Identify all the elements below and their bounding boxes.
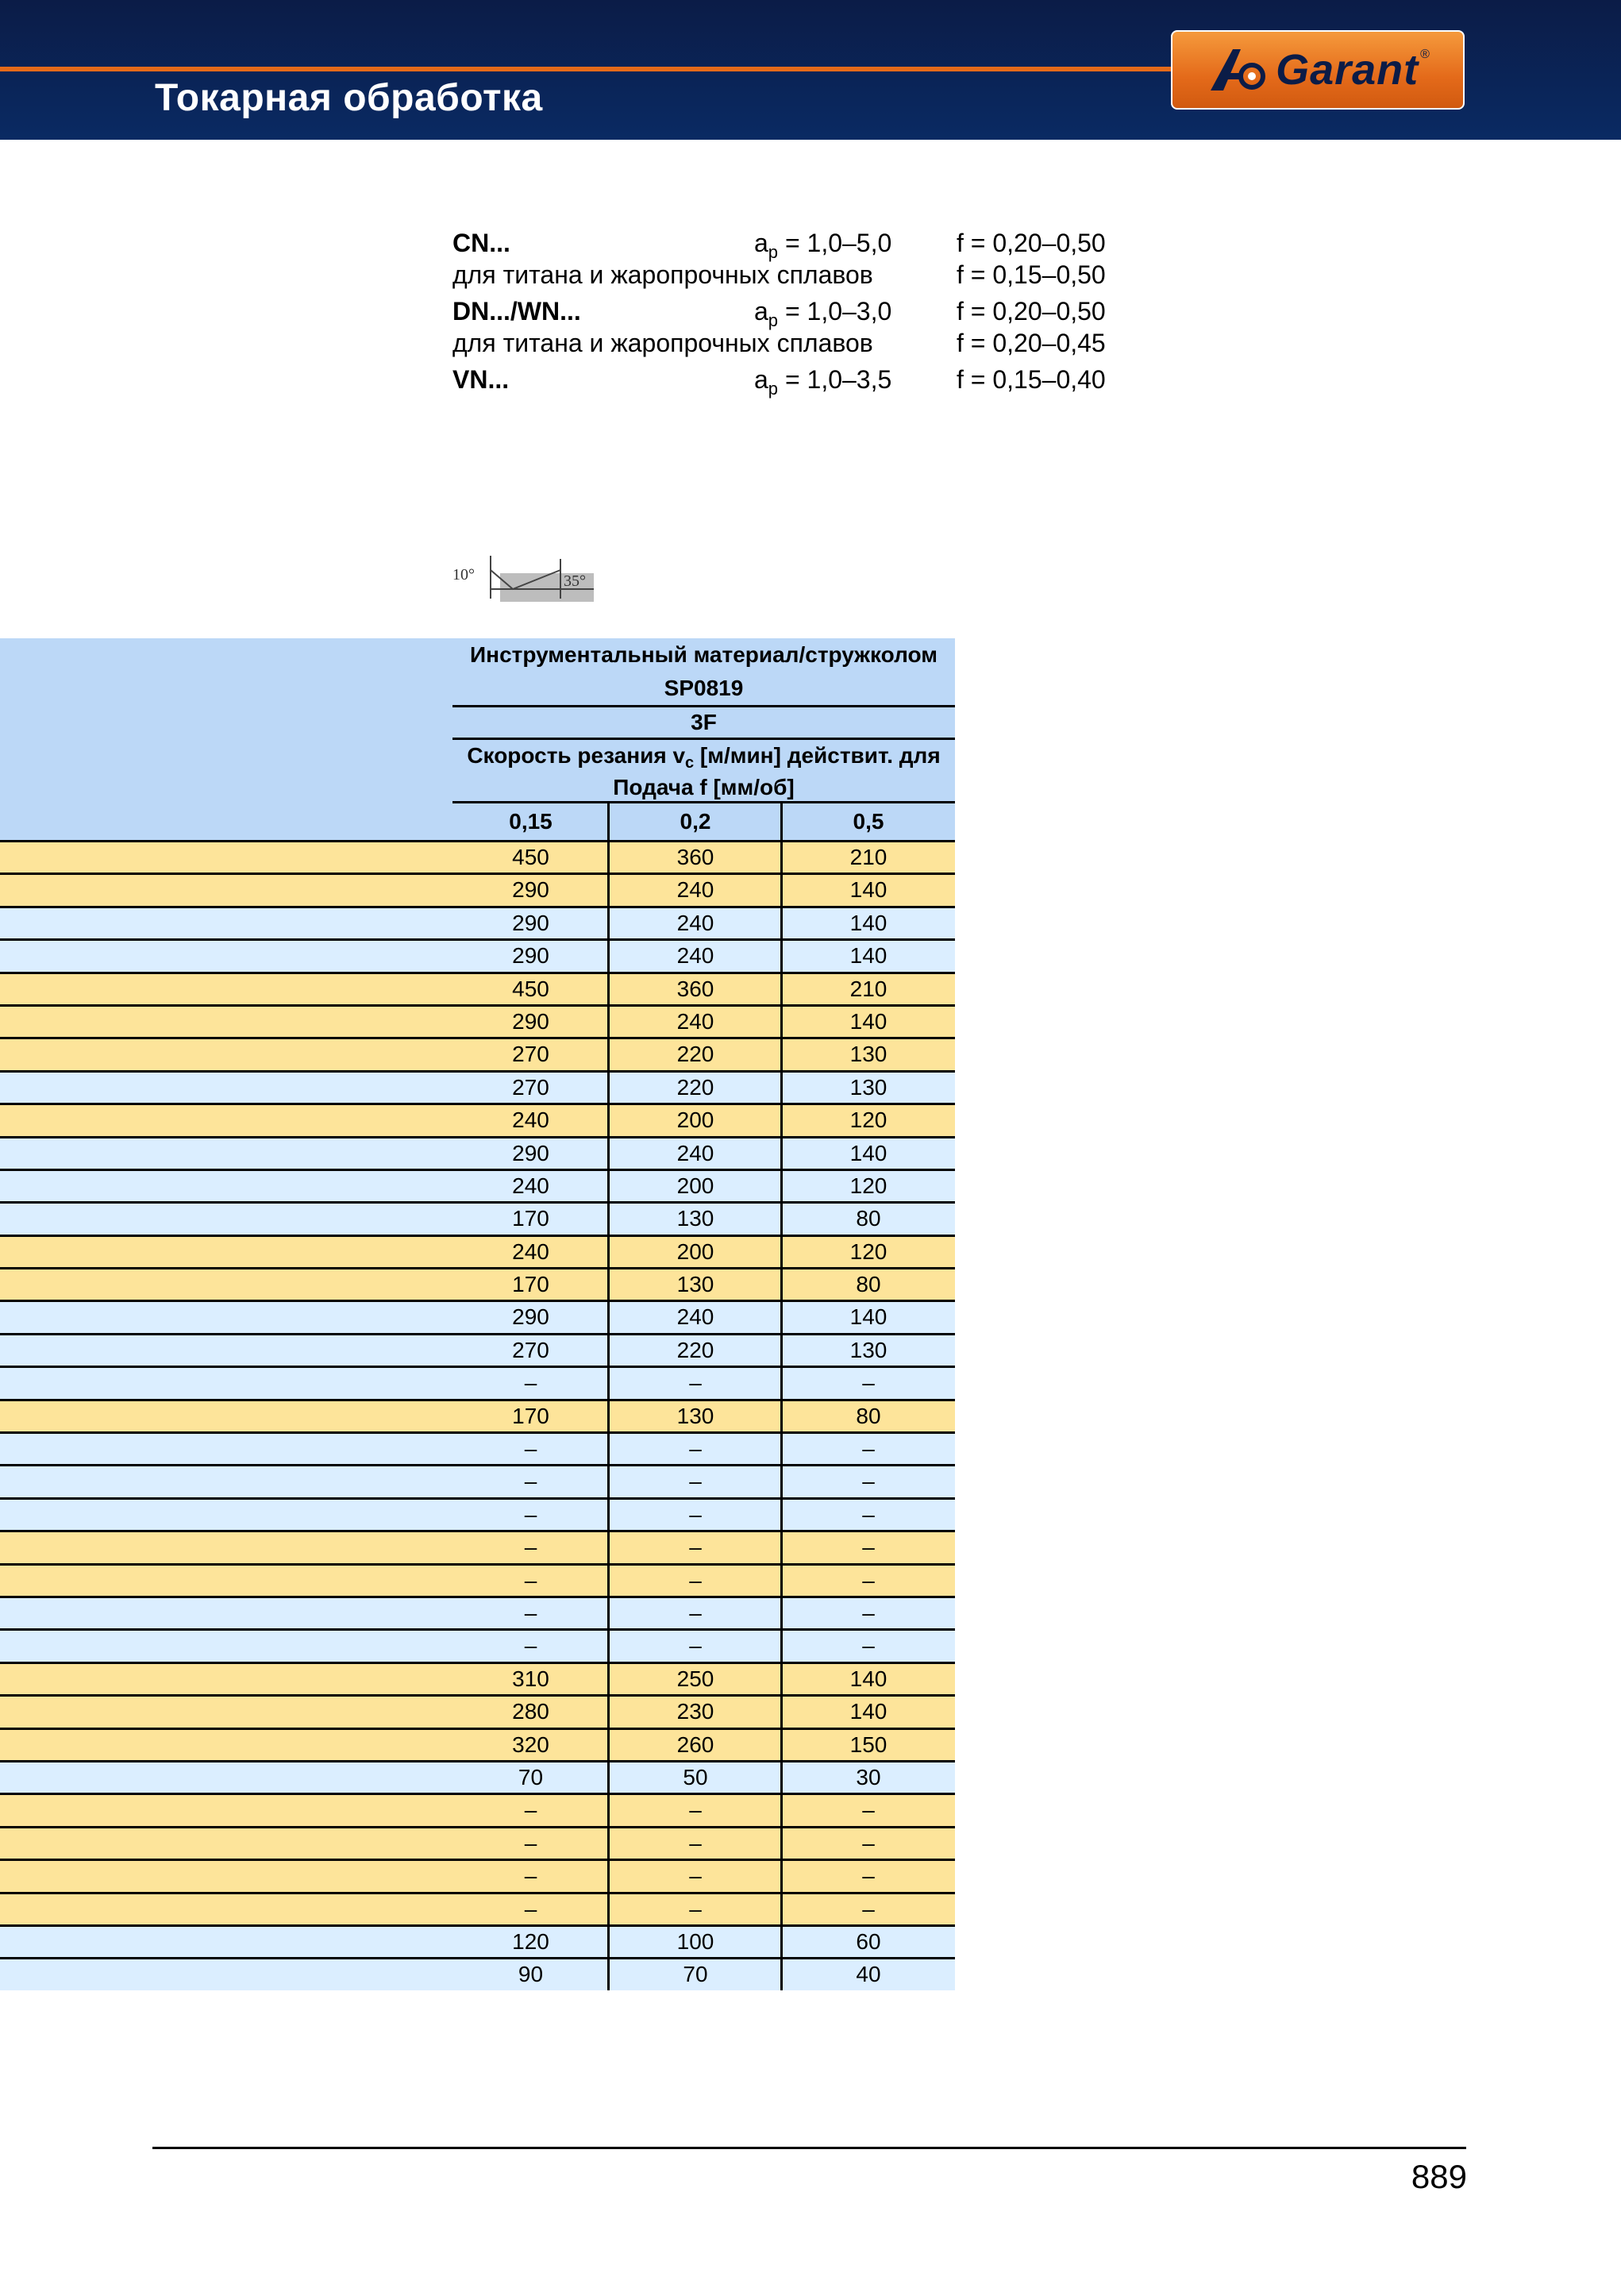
column-divider [780,1762,783,1793]
table-cell: 270 [512,1074,549,1100]
cutting-speed-table [0,638,955,1990]
table-cell: – [862,1797,875,1823]
table-cell: – [862,1863,875,1889]
column-divider [780,1171,783,1201]
table-row [0,1169,955,1201]
column-divider [607,1631,610,1661]
column-divider [780,1697,783,1727]
column-divider [780,1828,783,1859]
table-cell: 270 [512,1337,549,1362]
column-divider [780,1401,783,1431]
column-divider [780,1500,783,1530]
table-cell: – [689,1567,702,1593]
table-cell: 220 [676,1337,714,1362]
table-cell: 40 [856,1962,881,1987]
table-cell: 130 [849,1074,888,1100]
table-cell: 220 [676,1042,714,1067]
column-header: 0,2 [680,809,711,834]
column-divider [607,1861,610,1891]
column-divider [607,1434,610,1464]
column-divider [780,1434,783,1464]
table-cell: – [524,1469,537,1494]
table-cell: 30 [856,1764,881,1789]
table-cell: – [524,1567,537,1593]
table-cell: – [524,1436,537,1462]
table-cell: 140 [849,1666,888,1691]
table-cell: 70 [683,1962,708,1987]
column-divider [607,1302,610,1332]
table-row [0,1070,955,1103]
table-cell: – [524,1863,537,1889]
insert-type: CN... [452,229,510,257]
table-cell: 140 [849,1304,888,1330]
garant-logo-icon [1206,44,1269,95]
feed-range: f = 0,20–0,50 [957,229,1106,257]
chipbreaker-header: 3F [691,710,717,734]
table-cell: 170 [512,1272,549,1297]
param-row [452,229,1167,260]
column-divider [780,1466,783,1497]
column-divider [607,1566,610,1596]
column-divider [607,1039,610,1069]
table-cell: 260 [676,1732,714,1757]
ap-value: = 1,0–5,0 [784,229,892,257]
table-row [0,1892,955,1924]
table-cell: 200 [676,1239,714,1264]
column-divider [780,803,783,840]
table-cell: 170 [512,1206,549,1231]
table-cell: – [862,1633,875,1658]
garant-logo [1171,30,1465,110]
table-cell: – [689,1600,702,1625]
table-row [0,1563,955,1596]
column-divider [607,1730,610,1760]
column-divider [780,842,783,873]
table-row [0,1201,955,1234]
table-cell: – [524,1600,537,1625]
table-cell: – [689,1501,702,1527]
column-divider [607,1105,610,1135]
table-cell: – [524,1896,537,1921]
tool-material-header: Инструментальный материал/стружколом [470,642,938,667]
table-row [0,1136,955,1169]
table-row [0,1103,955,1135]
header-accent-line [0,67,1175,71]
table-cell: 290 [512,877,549,903]
column-divider [780,875,783,905]
table-row [0,1431,955,1464]
column-divider [607,1368,610,1398]
table-cell: 120 [849,1108,888,1133]
table-row [0,1235,955,1267]
table-cell: – [862,1600,875,1625]
table-cell: – [862,1830,875,1855]
table-cell: – [689,1863,702,1889]
column-divider [780,1105,783,1135]
column-divider [780,1138,783,1169]
column-divider [607,1795,610,1825]
table-row [0,1728,955,1760]
table-cell: 220 [676,1074,714,1100]
table-body [0,840,955,1990]
ap-value: = 1,0–3,0 [784,297,892,326]
table-cell: – [862,1469,875,1494]
column-divider [607,1171,610,1201]
table-cell: 150 [849,1732,888,1757]
insert-parameters [452,229,1167,397]
table-cell: 140 [849,1140,888,1165]
table-cell: – [524,1797,537,1823]
table-row [0,1859,955,1891]
speed-label: Скорость резания v [467,743,686,768]
footer-rule [152,2147,1466,2149]
feed-range: f = 0,20–0,50 [957,297,1106,326]
column-divider [607,803,610,840]
page-number: 889 [1411,2158,1467,2195]
depth-of-cut [754,229,891,263]
insert-angle-icon [451,551,597,603]
insert-type: VN... [452,365,510,394]
table-cell: 240 [676,1140,714,1165]
column-divider [780,1664,783,1694]
angle-left-label: 10° [452,566,475,584]
table-cell: 450 [512,845,549,869]
column-divider [780,1073,783,1103]
param-row [452,297,1167,329]
column-divider [607,1532,610,1562]
table-cell: 360 [676,845,714,869]
table-cell: – [862,1501,875,1527]
angle-right-label: 35° [564,572,586,590]
table-cell: 240 [676,1304,714,1330]
table-row [0,1694,955,1727]
column-divider [780,1795,783,1825]
table-cell: 210 [849,976,888,1001]
table-cell: 120 [849,1173,888,1198]
column-header: 0,15 [509,809,553,834]
table-cell: 80 [856,1403,881,1428]
column-divider [607,875,610,905]
table-cell: 140 [849,877,888,903]
table-cell: 240 [676,877,714,903]
ap-symbol: a [754,229,768,257]
feed-range: f = 0,15–0,40 [957,365,1106,394]
column-divider [607,1664,610,1694]
table-cell: 200 [676,1173,714,1198]
table-cell: 130 [676,1272,714,1297]
ap-subscript: p [768,310,779,330]
feed-header: Подача f [мм/об] [613,775,795,799]
cutting-speed-header [452,740,955,772]
column-divider [780,1631,783,1661]
table-cell: – [524,1633,537,1658]
column-divider [780,974,783,1004]
column-divider [780,1204,783,1234]
table-row [0,1366,955,1398]
table-row [0,1596,955,1628]
table-row [0,1004,955,1037]
table-row [0,1037,955,1069]
speed-subscript: c [685,754,695,772]
insert-type: DN.../WN... [452,297,581,326]
table-cell: – [689,1535,702,1560]
table-cell: 120 [512,1928,549,1954]
column-divider [780,1302,783,1332]
param-row [452,365,1167,397]
table-row [0,1924,955,1957]
table-cell: 280 [512,1699,549,1724]
param-row [452,260,1167,292]
table-cell: 290 [512,1304,549,1330]
table-cell: 140 [849,943,888,969]
table-row [0,1464,955,1497]
column-divider [780,1927,783,1957]
column-divider [607,1335,610,1366]
table-cell: 250 [676,1666,714,1691]
column-divider [780,1335,783,1366]
table-row [0,1628,955,1661]
table-row [0,1300,955,1332]
page-header [0,0,1621,140]
table-cell: 200 [676,1108,714,1133]
table-cell: 230 [676,1699,714,1724]
table-cell: – [689,1469,702,1494]
table-cell: 360 [676,976,714,1001]
feed-range: f = 0,20–0,45 [957,329,1106,357]
table-cell: – [862,1567,875,1593]
table-cell: – [689,1896,702,1921]
column-divider [607,1466,610,1497]
column-divider [607,908,610,938]
column-divider [780,1566,783,1596]
column-divider [607,974,610,1004]
ap-subscript: p [768,242,779,262]
table-cell: 240 [512,1239,549,1264]
table-row [0,1530,955,1562]
table-cell: – [862,1370,875,1396]
speed-label-rest: [м/мин] действит. для [694,743,941,768]
table-row [0,1826,955,1859]
column-divider [780,1598,783,1628]
material-note: для титана и жаропрочных сплавов [452,329,873,357]
column-divider [780,908,783,938]
table-row [0,1662,955,1694]
table-row [0,1497,955,1530]
column-divider [607,941,610,971]
table-cell: 210 [849,845,888,869]
table-row [0,873,955,905]
column-divider [780,1269,783,1300]
column-divider [780,1730,783,1760]
table-cell: – [862,1896,875,1921]
table-row [0,1760,955,1793]
feed-range: f = 0,15–0,50 [957,260,1106,289]
table-row [0,972,955,1004]
table-row [0,1793,955,1825]
column-divider [607,1828,610,1859]
table-cell: 170 [512,1403,549,1428]
table-cell: 240 [512,1108,549,1133]
column-divider [607,1959,610,1990]
table-cell: 290 [512,943,549,969]
column-divider [607,1401,610,1431]
table-cell: 130 [849,1337,888,1362]
table-cell: 240 [512,1173,549,1198]
table-header [0,638,955,840]
table-cell: 120 [849,1239,888,1264]
column-divider [607,1762,610,1793]
table-cell: 50 [683,1764,708,1789]
table-row [0,840,955,873]
table-cell: 70 [518,1764,544,1789]
table-cell: – [689,1436,702,1462]
table-cell: 60 [856,1928,881,1954]
table-cell: 240 [676,1008,714,1034]
logo-registered-mark: ® [1420,48,1430,61]
param-row [452,329,1167,360]
column-divider [780,1007,783,1037]
table-cell: – [689,1830,702,1855]
table-row [0,1333,955,1366]
column-divider [607,1237,610,1267]
table-cell: 90 [518,1962,544,1987]
table-row [0,1399,955,1431]
column-divider [780,1368,783,1398]
table-cell: – [689,1797,702,1823]
column-header: 0,5 [853,809,884,834]
table-cell: – [689,1370,702,1396]
table-row [0,906,955,938]
table-cell: – [862,1436,875,1462]
ap-value: = 1,0–3,5 [784,365,892,394]
table-cell: 290 [512,1008,549,1034]
column-divider [607,1204,610,1234]
column-divider [607,1269,610,1300]
table-cell: 140 [849,1008,888,1034]
table-cell: 240 [676,943,714,969]
column-divider [607,1894,610,1924]
table-cell: 450 [512,976,549,1001]
table-cell: – [524,1830,537,1855]
column-divider [607,1697,610,1727]
table-cell: 320 [512,1732,549,1757]
table-cell: 290 [512,910,549,935]
table-cell: 130 [676,1403,714,1428]
column-divider [780,1894,783,1924]
column-divider [607,1500,610,1530]
page-title: Токарная обработка [155,77,543,119]
table-cell: 240 [676,910,714,935]
table-cell: 140 [849,1699,888,1724]
column-divider [607,1138,610,1169]
table-cell: 130 [849,1042,888,1067]
column-divider [780,1532,783,1562]
logo-text: Garant [1276,46,1419,94]
table-cell: – [524,1535,537,1560]
table-row [0,1267,955,1300]
depth-of-cut [754,365,891,399]
table-cell: 270 [512,1042,549,1067]
depth-of-cut [754,297,891,331]
ap-symbol: a [754,365,768,394]
column-divider [780,1039,783,1069]
column-divider [780,1959,783,1990]
table-cell: 80 [856,1206,881,1231]
ap-subscript: p [768,379,779,399]
material-note: для титана и жаропрочных сплавов [452,260,873,289]
table-cell: 290 [512,1140,549,1165]
table-cell: 140 [849,910,888,935]
column-divider [780,941,783,971]
column-divider [780,1237,783,1267]
column-divider [607,1927,610,1957]
table-cell: – [524,1370,537,1396]
table-row [0,938,955,971]
table-cell: – [862,1535,875,1560]
table-cell: 100 [676,1928,714,1954]
table-cell: 310 [512,1666,549,1691]
ap-symbol: a [754,297,768,326]
column-divider [607,842,610,873]
column-divider [607,1598,610,1628]
grade-header: SP0819 [664,676,744,700]
table-row [0,1957,955,1990]
column-divider [607,1007,610,1037]
table-cell: – [689,1633,702,1658]
table-cell: 130 [676,1206,714,1231]
column-divider [607,1073,610,1103]
column-divider [780,1861,783,1891]
table-cell: 80 [856,1272,881,1297]
table-cell: – [524,1501,537,1527]
